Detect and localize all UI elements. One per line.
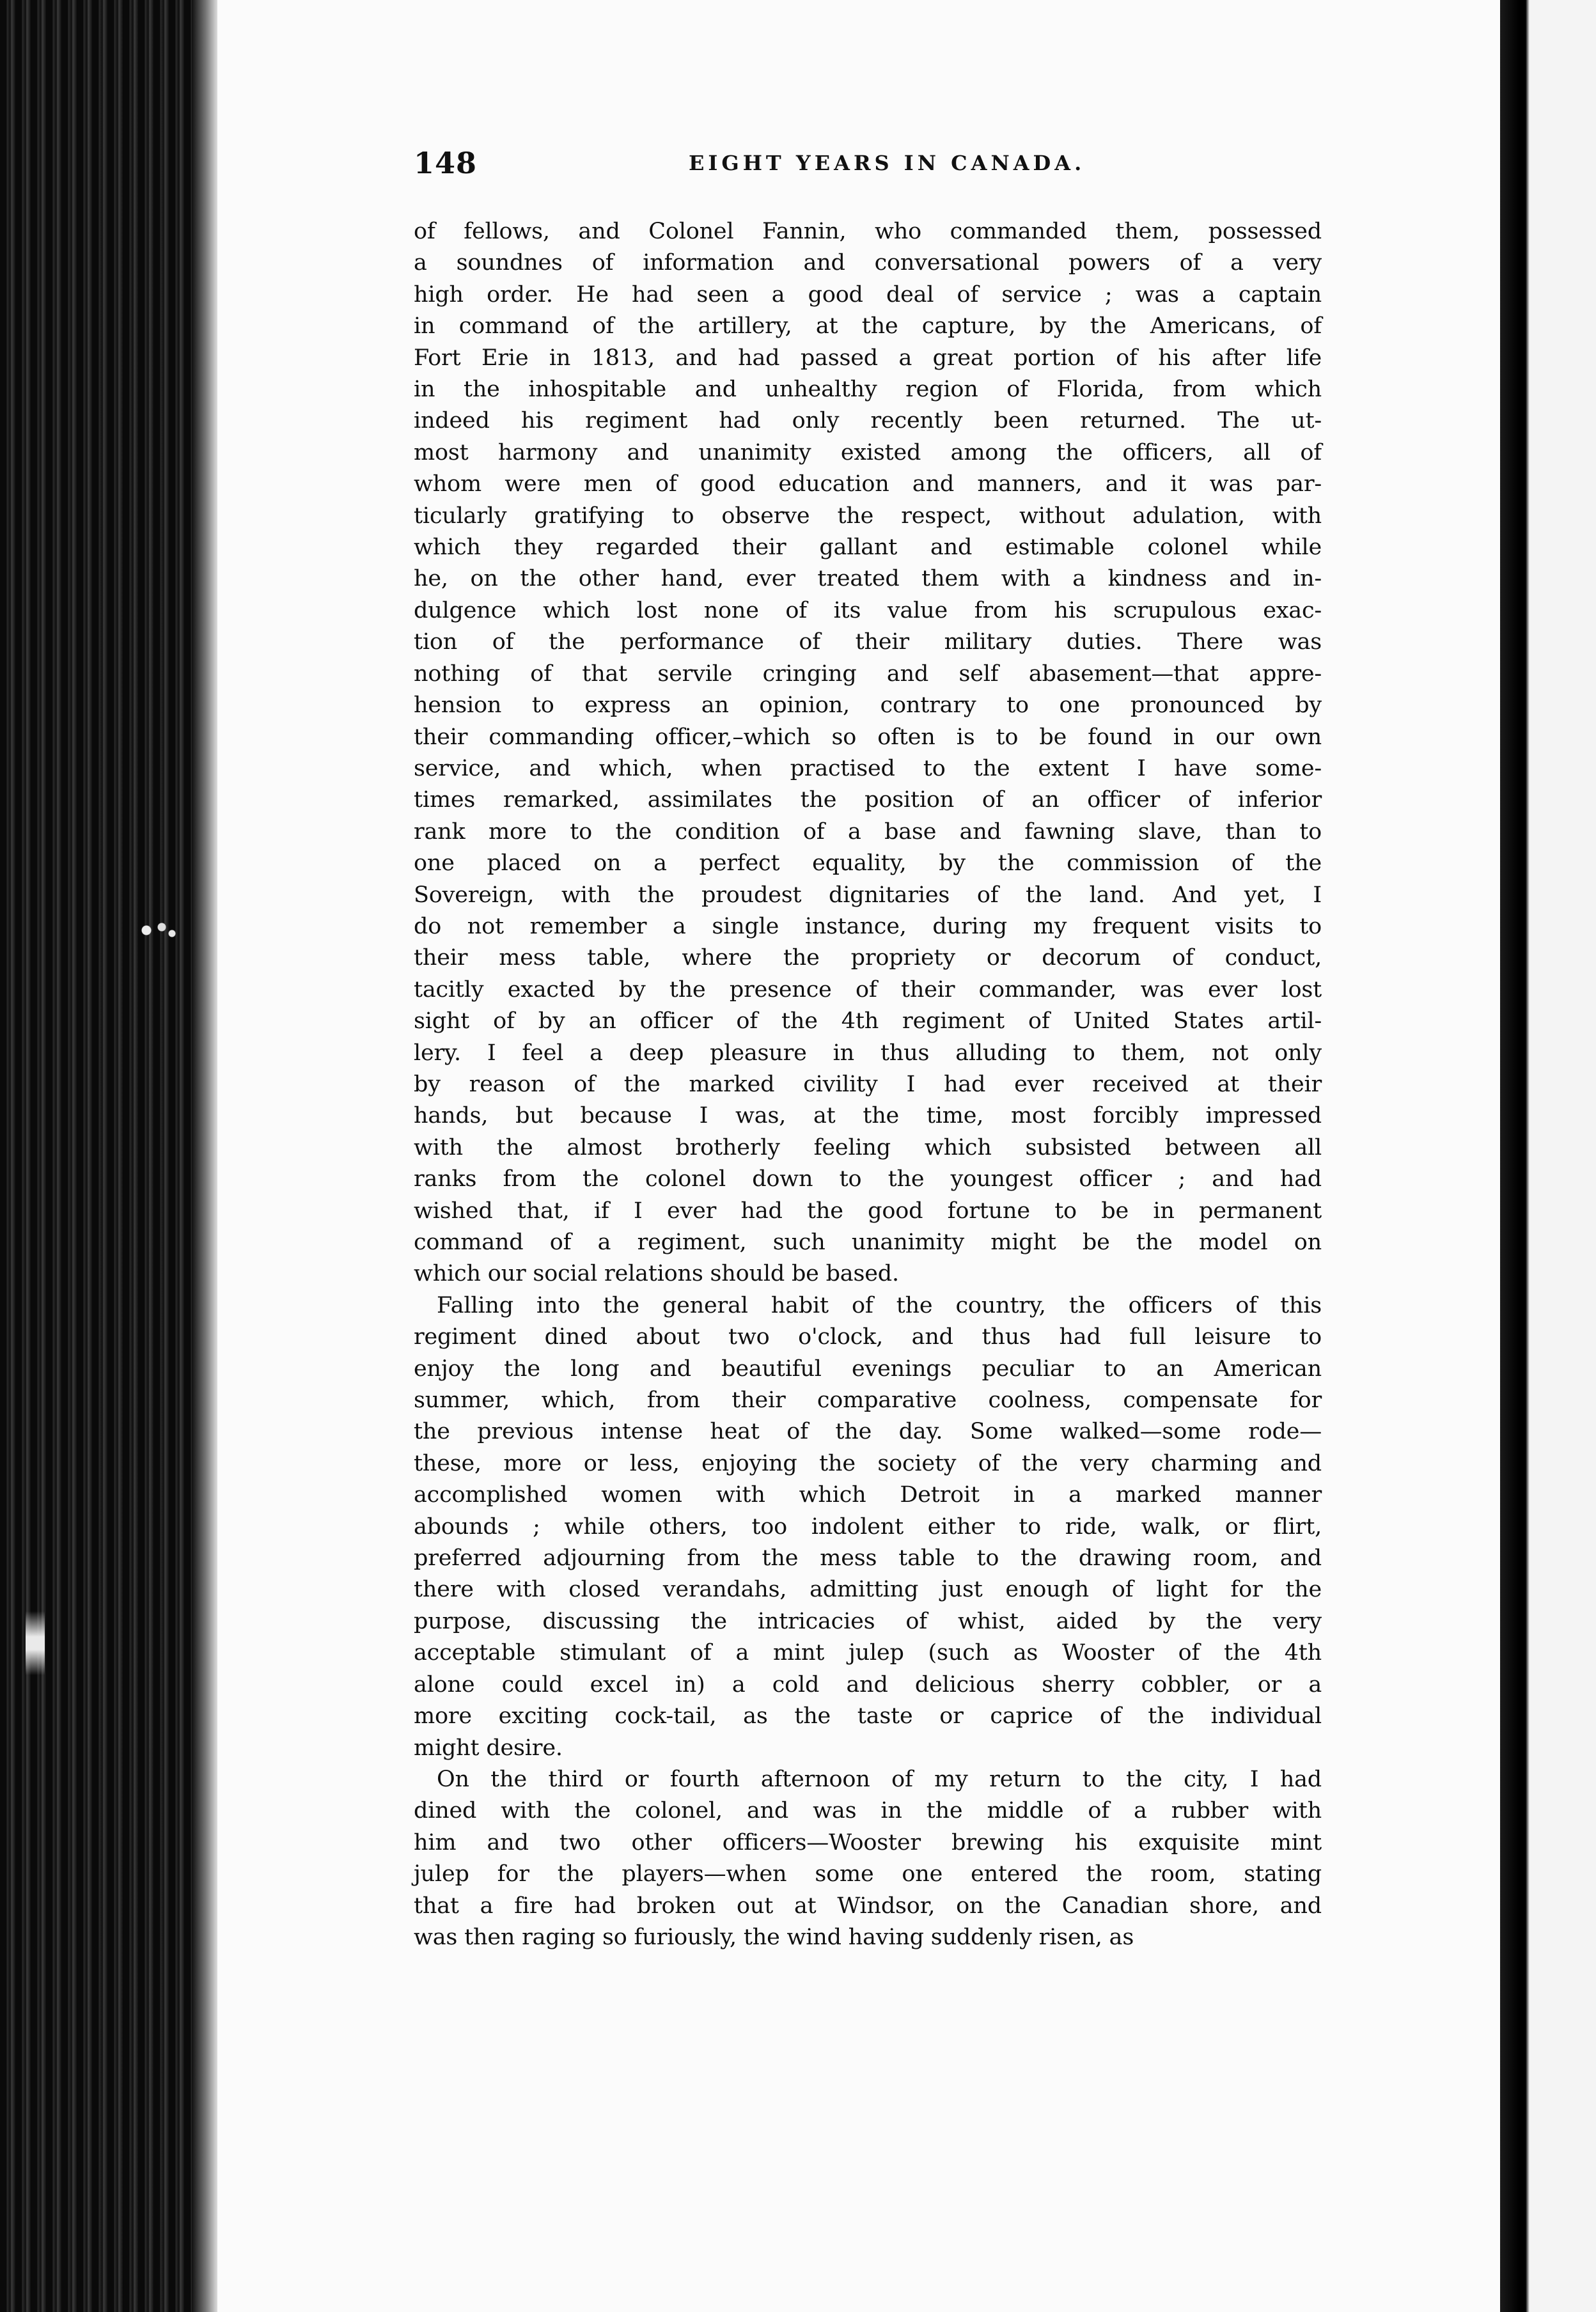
text-line: ticularly gratifying to observe the respect, without adulation, with bbox=[414, 503, 1322, 529]
text-line: that a fire had broken out at Windsor, on the Canadian shore, and bbox=[414, 1893, 1322, 1919]
text-line: tion of the performance of their military duties. There was bbox=[414, 629, 1322, 655]
text-line: alone could excel in) a cold and delicious sherry cobbler, or a bbox=[414, 1671, 1322, 1698]
text-line: hension to express an opinion, contrary to one pronounced by bbox=[414, 692, 1322, 719]
text-line: sight of by an officer of the 4th regiment of United States artil- bbox=[414, 1008, 1322, 1035]
text-line: purpose, discussing the intricacies of whist, aided by the very bbox=[414, 1608, 1322, 1634]
text-line: lery. I feel a deep pleasure in thus alluding to them, not only bbox=[414, 1040, 1322, 1066]
text-line: preferred adjourning from the mess table to the drawing room, and bbox=[414, 1545, 1322, 1572]
text-line: their mess table, where the propriety or decorum of conduct, bbox=[414, 945, 1322, 971]
text-line: with the almost brotherly feeling which subsisted between all bbox=[414, 1134, 1322, 1160]
text-line: abounds ; while others, too indolent either to ride, walk, or flirt, bbox=[414, 1513, 1322, 1540]
paragraph bbox=[414, 1290, 1322, 1764]
book-binding bbox=[0, 0, 211, 2312]
text-line: Sovereign, with the proudest dignitaries of the land. And yet, I bbox=[414, 882, 1322, 908]
text-line: him and two other officers—Wooster brewing his exquisite mint bbox=[414, 1829, 1322, 1855]
text-line: On the third or fourth afternoon of my return to the city, I had bbox=[437, 1766, 1322, 1792]
text-line: regiment dined about two o'clock, and thus had full leisure to bbox=[414, 1324, 1322, 1350]
text-line: these, more or less, enjoying the society of the very charming and bbox=[414, 1450, 1322, 1476]
text-line: rank more to the condition of a base and fawning slave, than to bbox=[414, 818, 1322, 845]
text-line: julep for the players—when some one entered the room, stating bbox=[414, 1861, 1322, 1887]
text-line: dulgence which lost none of its value from his scrupulous exac- bbox=[414, 597, 1322, 623]
text-line: their commanding officer,–which so often is to be found in our own bbox=[414, 724, 1322, 750]
text-line: whom were men of good education and manners, and it was par- bbox=[414, 471, 1322, 497]
text-line: Fort Erie in 1813, and had passed a great portion of his after life bbox=[414, 345, 1322, 371]
text-line: might desire. bbox=[414, 1735, 563, 1761]
page-number: 148 bbox=[414, 146, 478, 180]
text-line: more exciting cock-tail, as the taste or caprice of the individual bbox=[414, 1703, 1322, 1730]
text-line: summer, which, from their comparative coolness, compensate for bbox=[414, 1387, 1322, 1414]
text-line: hands, but because I was, at the time, most forcibly impressed bbox=[414, 1103, 1322, 1129]
text-line: enjoy the long and beautiful evenings peculiar to an American bbox=[414, 1355, 1322, 1382]
text-line: times remarked, assimilates the position of an officer of inferior bbox=[414, 787, 1322, 813]
text-line: he, on the other hand, ever treated them with a kindness and in- bbox=[414, 566, 1322, 592]
text-line: service, and which, when practised to the extent I have some- bbox=[414, 755, 1322, 781]
text-line: tacitly exacted by the presence of their commander, was ever lost bbox=[414, 976, 1322, 1003]
text-line: dined with the colonel, and was in the middle of a rubber with bbox=[414, 1798, 1322, 1824]
running-title: EIGHT YEARS IN CANADA. bbox=[689, 151, 1086, 175]
text-line: one placed on a perfect equality, by the commission of the bbox=[414, 850, 1322, 877]
text-line: in the inhospitable and unhealthy region of Florida, from which bbox=[414, 377, 1322, 403]
text-line: a soundnes of information and conversational powers of a very bbox=[414, 250, 1322, 276]
text-line: most harmony and unanimity existed among the officers, all of bbox=[414, 439, 1322, 465]
text-line: Falling into the general habit of the country, the officers of this bbox=[437, 1292, 1322, 1318]
text-line: nothing of that servile cringing and self abasement—that appre- bbox=[414, 660, 1322, 687]
text-line: which they regarded their gallant and estimable colonel while bbox=[414, 535, 1322, 561]
text-line: do not remember a single instance, during my frequent visits to bbox=[414, 913, 1322, 939]
text-line: by reason of the marked civility I had ever received at their bbox=[414, 1071, 1322, 1097]
text-line: high order. He had seen a good deal of service ; was a captain bbox=[414, 281, 1322, 308]
text-line: in command of the artillery, at the capture, by the Americans, of bbox=[414, 313, 1322, 340]
paragraph bbox=[414, 216, 1322, 1290]
next-page-edge bbox=[1500, 0, 1596, 2312]
paragraph bbox=[414, 1764, 1322, 1953]
text-line: accomplished women with which Detroit in a marked manner bbox=[414, 1482, 1322, 1508]
text-line: indeed his regiment had only recently been returned. The ut- bbox=[414, 408, 1322, 434]
text-line: of fellows, and Colonel Fannin, who commanded them, possessed bbox=[414, 219, 1322, 244]
text-line: there with closed verandahs, admitting just enough of light for the bbox=[414, 1577, 1322, 1603]
body-text bbox=[414, 216, 1322, 1953]
binding-shadow bbox=[192, 0, 217, 2312]
text-line: acceptable stimulant of a mint julep (such as Wooster of the 4th bbox=[414, 1640, 1322, 1666]
text-line: was then raging so furiously, the wind having suddenly risen, as bbox=[414, 1924, 1134, 1950]
text-line: the previous intense heat of the day. Some walked—some rode— bbox=[414, 1419, 1322, 1445]
text-line: ranks from the colonel down to the youngest officer ; and had bbox=[414, 1166, 1322, 1192]
binding-speck bbox=[26, 1611, 45, 1675]
text-line: which our social relations should be based. bbox=[414, 1261, 899, 1287]
text-line: command of a regiment, such unanimity might be the model on bbox=[414, 1230, 1322, 1255]
page-header bbox=[414, 146, 1303, 191]
binding-speck bbox=[131, 914, 182, 946]
book-page bbox=[221, 0, 1496, 2312]
text-line: wished that, if I ever had the good fortune to be in permanent bbox=[414, 1198, 1322, 1224]
